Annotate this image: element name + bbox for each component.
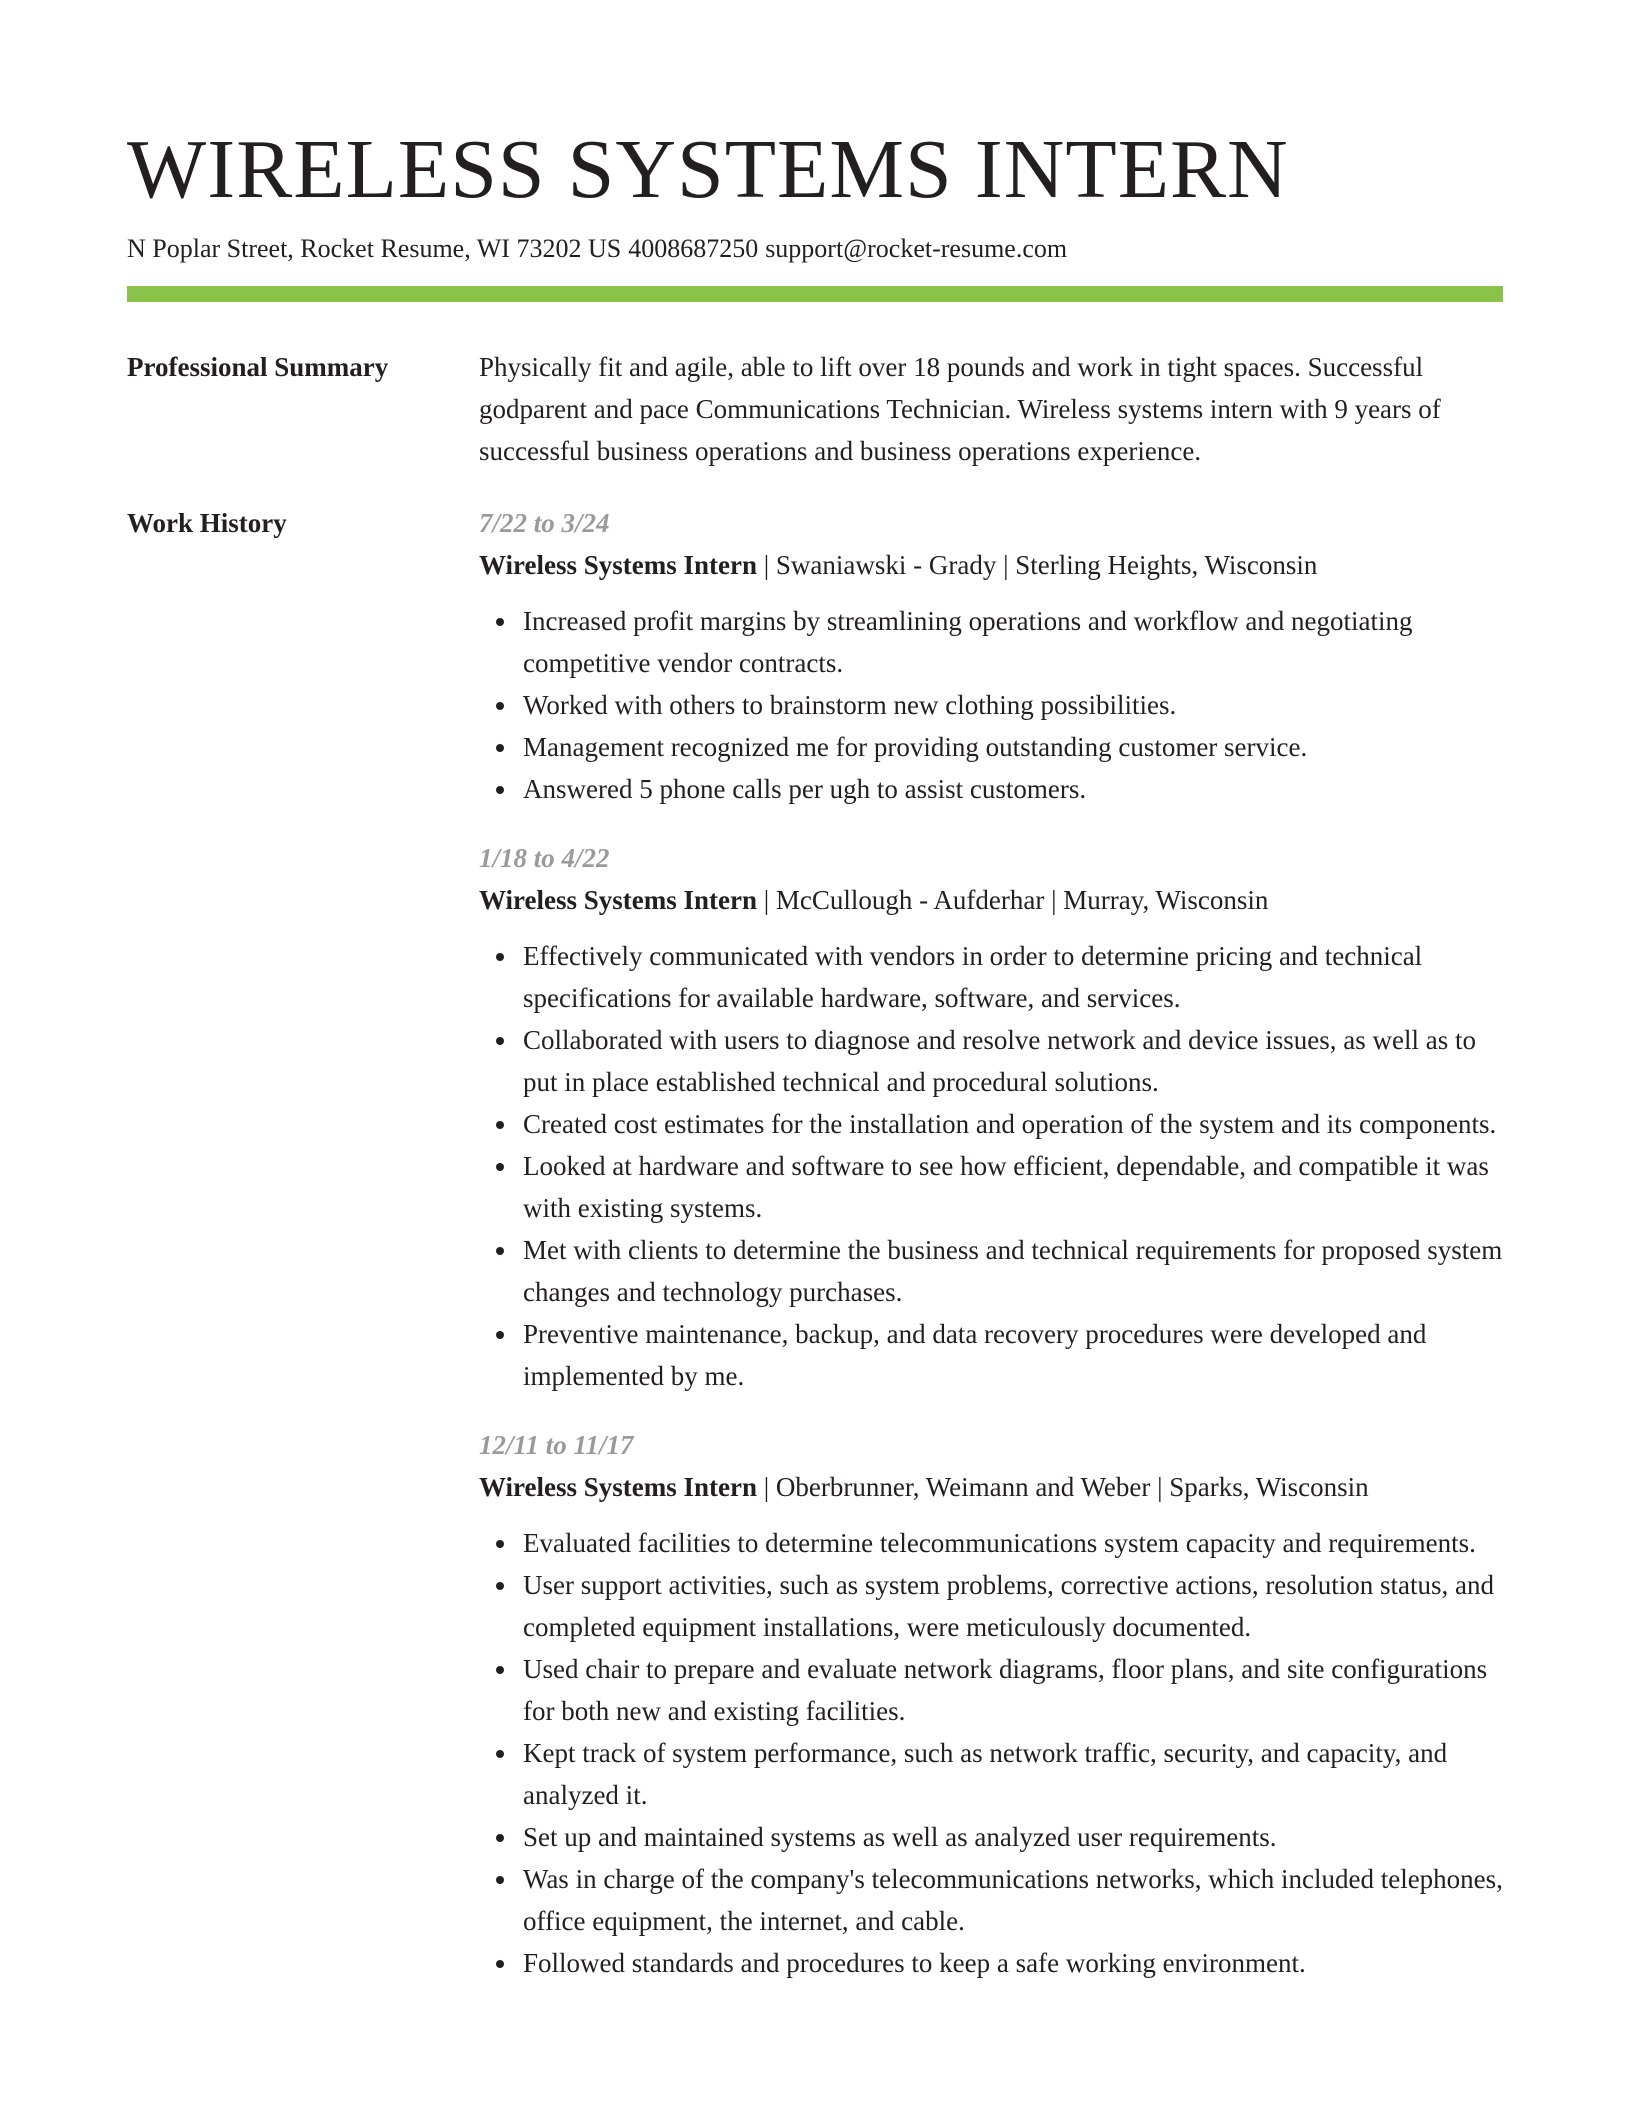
- job-dates: 7/22 to 3/24: [479, 508, 610, 538]
- job-bullet: [523, 1145, 1503, 1229]
- job-bullet: [523, 1858, 1503, 1942]
- job-employer-location: | Swaniawski - Grady | Sterling Heights, Wisconsin: [757, 550, 1318, 580]
- job-title: Wireless Systems Intern: [479, 885, 757, 915]
- job-bullet-text: Collaborated with users to diagnose and resolve network and device issues, as well as to put in place established technical and procedural solutions.: [523, 1025, 1477, 1097]
- bullet-dot-icon: [496, 1121, 504, 1129]
- job-bullet: [523, 600, 1503, 684]
- job-entry: [479, 502, 1503, 810]
- bullet-dot-icon: [496, 1876, 504, 1884]
- bullet-dot-icon: [496, 1960, 504, 1968]
- summary-heading: Professional Summary: [127, 352, 389, 382]
- summary-body: [479, 346, 1503, 472]
- work-history-heading: Work History: [127, 508, 287, 538]
- job-bullet: [523, 1103, 1503, 1145]
- contact-phone: 4008687250: [628, 234, 759, 263]
- resume-title: WIRELESS SYSTEMS INTERN: [127, 123, 1289, 216]
- job-bullet: [523, 768, 1503, 810]
- job-heading: [479, 879, 1503, 921]
- job-bullet-text: Looked at hardware and software to see how efficient, dependable, and compatible it was with existing systems.: [523, 1151, 1489, 1223]
- job-bullet: [523, 1522, 1503, 1564]
- bullet-dot-icon: [496, 786, 504, 794]
- job-heading: [479, 544, 1503, 586]
- bullet-dot-icon: [496, 1163, 504, 1171]
- bullet-dot-icon: [496, 1037, 504, 1045]
- bullet-dot-icon: [496, 1331, 504, 1339]
- job-bullet-text: Preventive maintenance, backup, and data recovery procedures were developed and implemented by me.: [523, 1319, 1427, 1391]
- contact-email: support@rocket-resume.com: [765, 234, 1068, 263]
- job-bullet: [523, 1942, 1503, 1984]
- job-heading: [479, 1466, 1503, 1508]
- work-history-list: [479, 502, 1503, 2011]
- job-bullet: [523, 684, 1503, 726]
- bullet-dot-icon: [496, 618, 504, 626]
- job-bullet: [523, 1732, 1503, 1816]
- bullet-dot-icon: [496, 702, 504, 710]
- job-title: Wireless Systems Intern: [479, 1472, 757, 1502]
- job-bullet-text: Met with clients to determine the business and technical requirements for proposed system changes and technology purchases.: [523, 1235, 1503, 1307]
- job-title: Wireless Systems Intern: [479, 550, 757, 580]
- job-bullet: [523, 935, 1503, 1019]
- bullet-dot-icon: [496, 1247, 504, 1255]
- job-bullet-text: Used chair to prepare and evaluate network diagrams, floor plans, and site configurations for both new and existing facilities.: [523, 1654, 1488, 1726]
- job-bullet-list: [479, 935, 1503, 1397]
- job-bullet-text: Increased profit margins by streamlining operations and workflow and negotiating competitive vendor contracts.: [523, 606, 1413, 678]
- job-bullet-text: Evaluated facilities to determine telecommunications system capacity and requirements.: [523, 1528, 1476, 1558]
- job-bullet-list: [479, 1522, 1503, 1984]
- bullet-dot-icon: [496, 744, 504, 752]
- summary-text: Physically fit and agile, able to lift over 18 pounds and work in tight spaces. Successful godparent and pace Communications Technician. Wireless systems intern with 9 years of successful business operations and business operations experience.: [479, 352, 1441, 466]
- job-bullet: [523, 1564, 1503, 1648]
- bullet-dot-icon: [496, 1540, 504, 1548]
- job-bullet: [523, 1229, 1503, 1313]
- job-dates: 12/11 to 11/17: [479, 1430, 634, 1460]
- job-bullet-list: [479, 600, 1503, 810]
- bullet-dot-icon: [496, 1666, 504, 1674]
- job-bullet-text: Answered 5 phone calls per ugh to assist customers.: [523, 774, 1087, 804]
- job-bullet-text: Created cost estimates for the installation and operation of the system and its components.: [523, 1109, 1497, 1139]
- job-bullet-text: Kept track of system performance, such as network traffic, security, and capacity, and analyzed it.: [523, 1738, 1448, 1810]
- job-bullet: [523, 1648, 1503, 1732]
- job-bullet-text: Was in charge of the company's telecommunications networks, which included telephones, office equipment, the internet, and cable.: [523, 1864, 1503, 1936]
- job-entry: [479, 1424, 1503, 1984]
- bullet-dot-icon: [496, 1582, 504, 1590]
- job-employer-location: | Oberbrunner, Weimann and Weber | Sparks, Wisconsin: [757, 1472, 1369, 1502]
- bullet-dot-icon: [496, 953, 504, 961]
- job-bullet-text: Followed standards and procedures to keep a safe working environment.: [523, 1948, 1306, 1978]
- job-bullet-text: Set up and maintained systems as well as analyzed user requirements.: [523, 1822, 1277, 1852]
- bullet-dot-icon: [496, 1834, 504, 1842]
- contact-line: [127, 232, 1067, 266]
- contact-address: N Poplar Street, Rocket Resume, WI 73202 US: [127, 234, 622, 263]
- job-bullet-text: Management recognized me for providing outstanding customer service.: [523, 732, 1308, 762]
- job-bullet: [523, 1816, 1503, 1858]
- header-divider: [127, 286, 1503, 302]
- job-bullet: [523, 1313, 1503, 1397]
- job-dates: 1/18 to 4/22: [479, 843, 610, 873]
- job-bullet-text: Worked with others to brainstorm new clothing possibilities.: [523, 690, 1177, 720]
- bullet-dot-icon: [496, 1750, 504, 1758]
- job-bullet: [523, 1019, 1503, 1103]
- job-employer-location: | McCullough - Aufderhar | Murray, Wisconsin: [757, 885, 1269, 915]
- job-bullet-text: Effectively communicated with vendors in order to determine pricing and technical specifications for available hardware, software, and services.: [523, 941, 1423, 1013]
- job-entry: [479, 837, 1503, 1397]
- job-bullet-text: User support activities, such as system problems, corrective actions, resolution status, and completed equipment installations, were meticulously documented.: [523, 1570, 1495, 1642]
- job-bullet: [523, 726, 1503, 768]
